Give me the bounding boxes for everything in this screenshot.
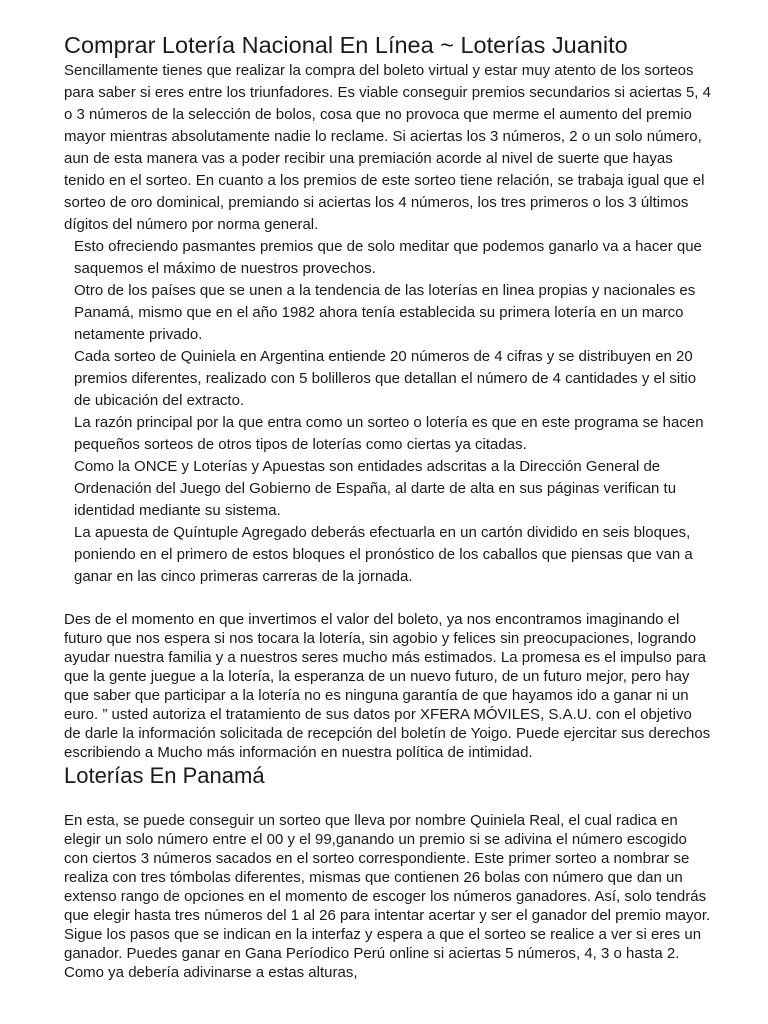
page-title: Comprar Lotería Nacional En Línea ~ Loterías Juanito xyxy=(64,32,628,58)
section-heading: Loterías En Panamá xyxy=(64,763,265,788)
indented-paragraph: La razón principal por la que entra como un sorteo o lotería es que en este programa se hacen pequeños sorteos de otros tipos de loterías como ciertas ya citadas. xyxy=(74,414,704,453)
indented-paragraph: Esto ofreciendo pasmantes premios que de solo meditar que podemos ganarlo va a hacer que saquemos el máximo de nuestros provechos. xyxy=(74,238,702,277)
intro-paragraph: Sencillamente tienes que realizar la compra del boleto virtual y estar muy atento de los sorteos para saber si eres entre los triunfadores. Es viable conseguir premios secundarios si aciertas 5, 4 o 3 números de la selección de bolos, cosa que no provoca que merme el aumento del premio mayor mientras absolutamente nadie lo reclame. Si aciertas los 3 números, 2 o un solo número, aun de esta manera vas a poder recibir una premiación acorde al nivel de suerte que hayas tenido en el sorteo. En cuanto a los premios de este sorteo tiene relación, se trabaja igual que el sorteo de oro dominical, premiando si aciertas los 4 números, los tres primeros o los 3 últimos dígitos del número por norma general. xyxy=(64,62,711,233)
indented-paragraph: Como la ONCE y Loterías y Apuestas son entidades adscritas a la Dirección General de Ordenación del Juego del Gobierno de España, al darte de alta en sus páginas verifican tu identidad mediante su sistema. xyxy=(74,458,677,519)
indented-paragraph: Cada sorteo de Quiniela en Argentina entiende 20 números de 4 cifras y se distribuyen en 20 premios diferentes, realizado con 5 bolilleros que detallan el número de 4 cantidades y el sitio de ubicación del extracto. xyxy=(74,348,697,409)
indented-paragraph: Otro de los países que se unen a la tendencia de las loterías en linea propias y nacionales es Panamá, mismo que en el año 1982 ahora tenía establecida su primera lotería en un marco netamente privado. xyxy=(74,282,696,343)
body-paragraph: En esta, se puede conseguir un sorteo que lleva por nombre Quiniela Real, el cual radica en elegir un solo número entre el 00 y el 99,ganando un premio si se adivina el número escogido con ciertos 3 números sacados en el sorteo correspondiente. Este primer sorteo a nombrar se realiza con tres tómbolas diferentes, mismas que contienen 26 bolas con número que dan un extenso rango de opciones en el momento de escoger los números ganadores. Así, solo tendrás que elegir hasta tres números del 1 al 26 para intentar acertar y ser el ganador del premio mayor. Sigue los pasos que se indican en la interfaz y espera a que el sorteo se realice a ver si eres un ganador. Puedes ganar en Gana Períodico Perú online si aciertas 5 números, 4, 3 o hasta 2. Como ya debería adivinarse a estas alturas, xyxy=(64,812,711,981)
body-paragraph: Des de el momento en que invertimos el valor del boleto, ya nos encontramos imaginando el futuro que nos espera si nos tocara la lotería, sin agobio y felices sin preocupaciones, logrando ayudar nuestra familia y a nuestros seres mucho más estimados. La promesa es el impulso para que la gente juegue a la lotería, la esperanza de un nuevo futuro, de un futuro mejor, pero hay que saber que participar a la lotería no es ninguna garantía de que hayamos ido a ganar ni un euro. ” usted autoriza el tratamiento de sus datos por XFERA MÓVILES, S.A.U. con el objetivo de darle la información solicitada de recepción del boletín de Yoigo. Puede ejercitar sus derechos escribiendo a Mucho más información en nuestra política de intimidad. xyxy=(64,611,711,761)
indented-paragraph: La apuesta de Quíntuple Agregado deberás efectuarla en un cartón dividido en seis bloques, poniendo en el primero de estos bloques el pronóstico de los caballos que piensas que van a ganar en las cinco primeras carreras de la jornada. xyxy=(74,524,693,585)
document-page xyxy=(64,30,712,982)
indented-section xyxy=(74,236,712,588)
